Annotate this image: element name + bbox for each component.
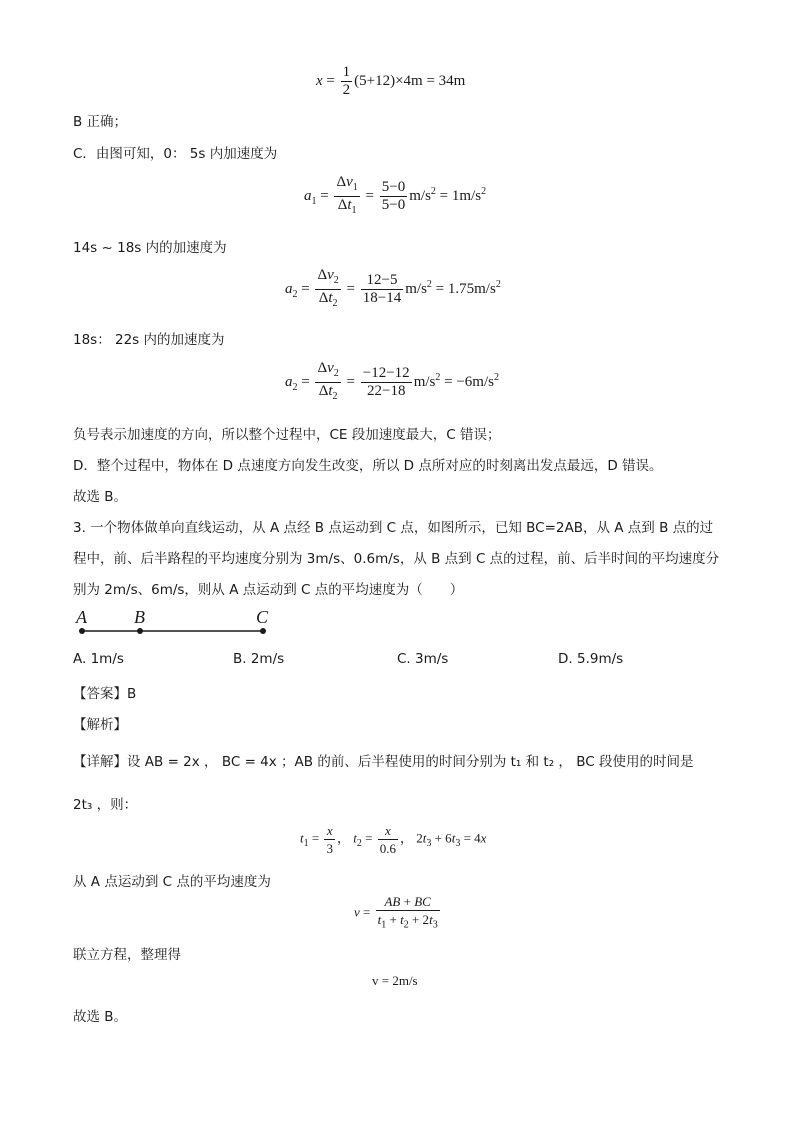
- option-d[interactable]: D. 5.9m/s: [558, 651, 624, 667]
- equation-times: $t_1$ = $\frac{x}{3}$ ， $t_2$ = $\frac{x}{0.6}$ ， $2t_3 + 6t_3 = 4x$: [300, 823, 487, 856]
- equation-a1: $a_1$ = $\frac{\Delta v_1}{\Delta t_1}$ = $\frac{5-0}{5-0}$ $m/s^2 = 1m/s^2$: [304, 174, 487, 216]
- detail-text-1: 设 AB = 2x ， BC = 4x ；AB 的前、后半程使用的时间分别为 t₁ 和 t₂ ， BC 段使用的时间是: [127, 754, 694, 770]
- option-c[interactable]: C. 3m/s: [397, 651, 449, 667]
- label-b: B: [134, 607, 145, 627]
- detail-line-2: 2t₃ ，则：: [73, 797, 138, 813]
- point-a: [79, 628, 85, 634]
- equation-a2-first: $a_2$ = $\frac{\Delta v_2}{\Delta t_2}$ = $\frac{12-5}{18-14}$ $m/s^2 = 1.75m/s^2$: [285, 267, 501, 309]
- question-3-line-2: 程中，前、后半路程的平均速度分别为 3m/s、0.6m/s，从 B 点到 C 点的过程，前、后半时间的平均速度分: [73, 551, 720, 567]
- line-from-a-to-c: 从 A 点运动到 C 点的平均速度为: [73, 874, 271, 890]
- option-a[interactable]: A. 1m/s: [73, 651, 124, 667]
- line-range-14-18: 14s ~ 18s 内的加速度为: [73, 240, 227, 256]
- line-c-intro: C．由图可知，0： 5s 内加速度为: [73, 146, 278, 162]
- equation-result: v = 2m/s: [372, 973, 418, 988]
- point-c: [260, 628, 266, 634]
- line-range-18-22: 18s： 22s 内的加速度为: [73, 332, 225, 348]
- detail-line-1: [73, 750, 693, 770]
- point-b: [137, 628, 143, 634]
- answer-options: [0, 651, 794, 671]
- line-b-correct: B 正确；: [73, 114, 128, 130]
- equation-displacement: x = $\frac{1}{2}$ (5+12)×4m = 34m: [316, 64, 466, 98]
- label-c: C: [256, 607, 269, 627]
- option-b[interactable]: B. 2m/s: [233, 651, 285, 667]
- line-c-conclusion: 负号表示加速度的方向，所以整个过程中，CE 段加速度最大，C 错误；: [73, 427, 501, 443]
- question-3-line-1: 3. 一个物体做单向直线运动，从 A 点经 B 点运动到 C 点，如图所示，已知 BC=2AB，从 A 点到 B 点的过: [73, 520, 714, 536]
- answer-value: B: [127, 686, 137, 702]
- line-choose-b-2: 故选 B。: [73, 1009, 128, 1025]
- question-3-line-3: 别为 2m/s、6m/s，则从 A 点运动到 C 点的平均速度为（ ）: [73, 582, 464, 598]
- label-a: A: [76, 607, 87, 627]
- answer-line: [73, 682, 136, 702]
- equation-a2-second: $a_2$ = $\frac{\Delta v_2}{\Delta t_2}$ = $\frac{-12-12}{22-18}$ $m/s^2 = -6m/s^2$: [285, 360, 499, 402]
- equation-average-velocity: v = $\frac{AB + BC}{t_1 + t_2 + 2t_3}$: [354, 894, 438, 931]
- analysis-tag: 【解析】: [73, 717, 127, 733]
- answer-tag: 【答案】: [73, 686, 127, 702]
- line-combine: 联立方程，整理得: [73, 947, 181, 963]
- line-d-statement: D．整个过程中，物体在 D 点速度方向发生改变，所以 D 点所对应的时刻离出发点最远，D 错误。: [73, 458, 663, 474]
- detail-tag: 【详解】: [73, 754, 127, 770]
- line-segment-figure: [70, 605, 290, 645]
- line-choose-b-1: 故选 B。: [73, 489, 128, 505]
